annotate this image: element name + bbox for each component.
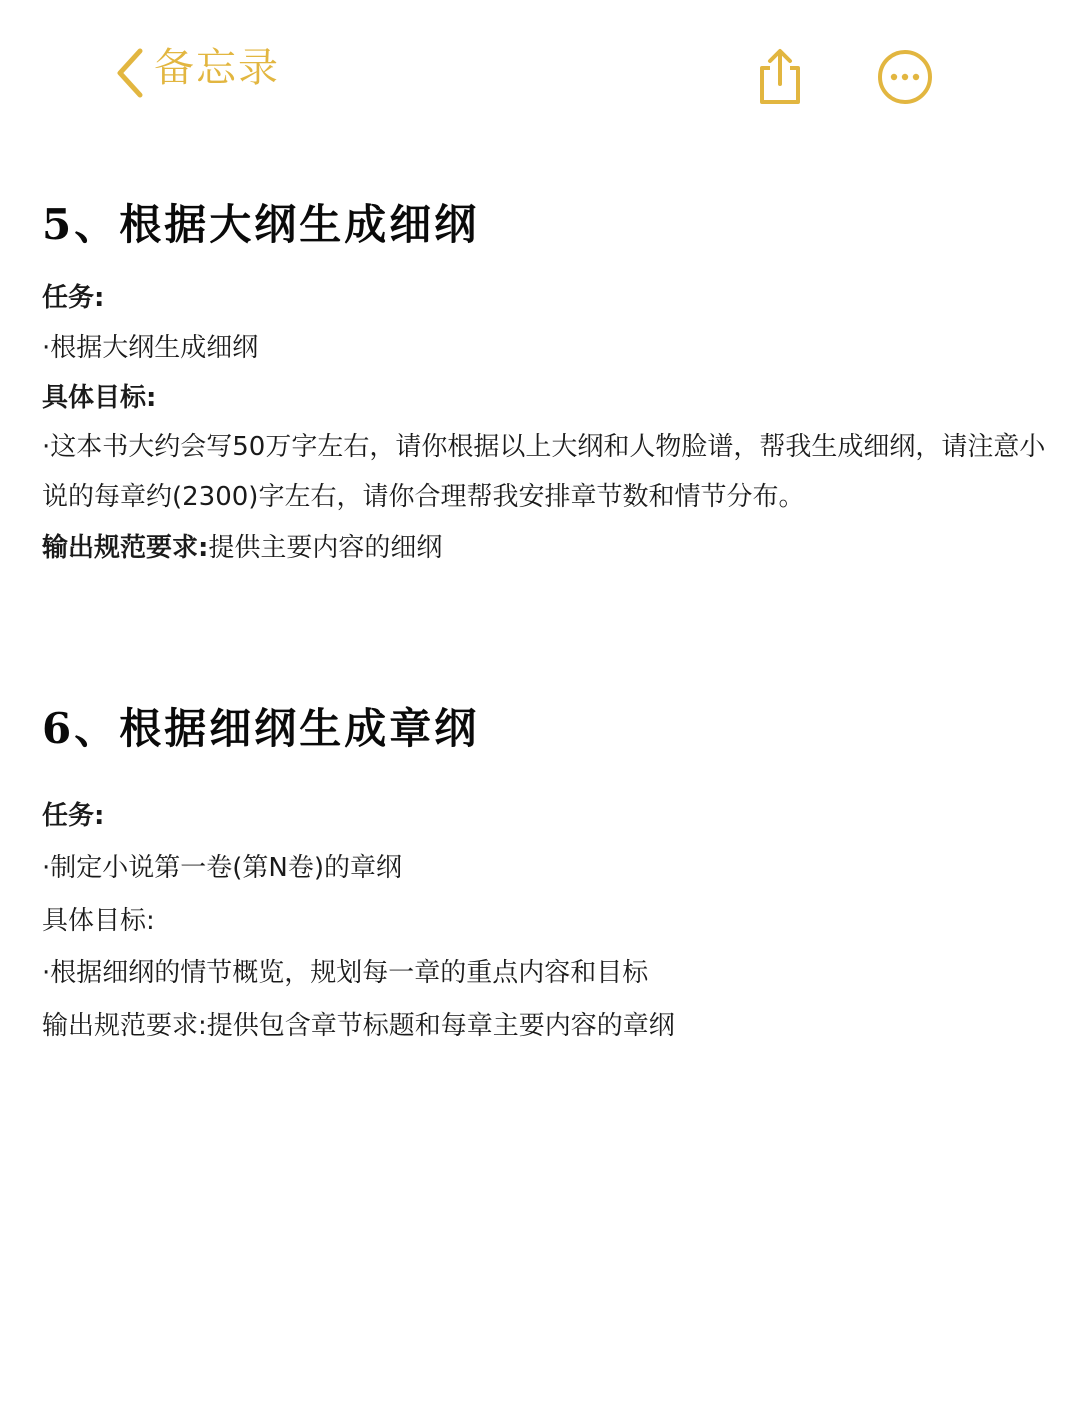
section5-task-label: 任务: bbox=[42, 283, 105, 313]
section6-task-item: ·制定小说第一卷(第N卷)的章纲 bbox=[42, 853, 403, 883]
section5-output-text: 提供主要内容的细纲 bbox=[208, 533, 443, 563]
section5-output-line bbox=[42, 530, 442, 566]
section6-goal-label: 具体目标: bbox=[42, 906, 155, 936]
section5-output-label: 输出规范要求: bbox=[42, 533, 209, 563]
section6-task-label: 任务: bbox=[42, 801, 105, 831]
section6-goal-item: ·根据细纲的情节概览，规划每一章的重点内容和目标 bbox=[42, 958, 649, 988]
back-label: 备忘录 bbox=[154, 44, 280, 91]
back-button[interactable] bbox=[112, 38, 280, 108]
notes-navbar bbox=[0, 0, 1080, 140]
share-button[interactable] bbox=[752, 46, 808, 110]
section6-output-line: 输出规范要求:提供包含章节标题和每章主要内容的章纲 bbox=[42, 1011, 675, 1041]
section5-heading: 5、根据大纲生成细纲 bbox=[42, 200, 480, 249]
share-icon bbox=[752, 91, 808, 110]
more-button[interactable] bbox=[874, 46, 936, 112]
ellipsis-circle-icon bbox=[874, 93, 936, 112]
section5-goal-text: ·这本书大约会写50万字左右，请你根据以上大纲和人物脸谱，帮我生成细纲，请注意小说的每章约(2300)字左右，请你合理帮我安排章节数和情节分布。 bbox=[42, 432, 1046, 512]
section5-goal-label: 具体目标: bbox=[42, 383, 157, 413]
chevron-left-icon bbox=[112, 45, 146, 101]
section5-task-item: ·根据大纲生成细纲 bbox=[42, 333, 259, 363]
section6-heading: 6、根据细纲生成章纲 bbox=[42, 704, 480, 753]
